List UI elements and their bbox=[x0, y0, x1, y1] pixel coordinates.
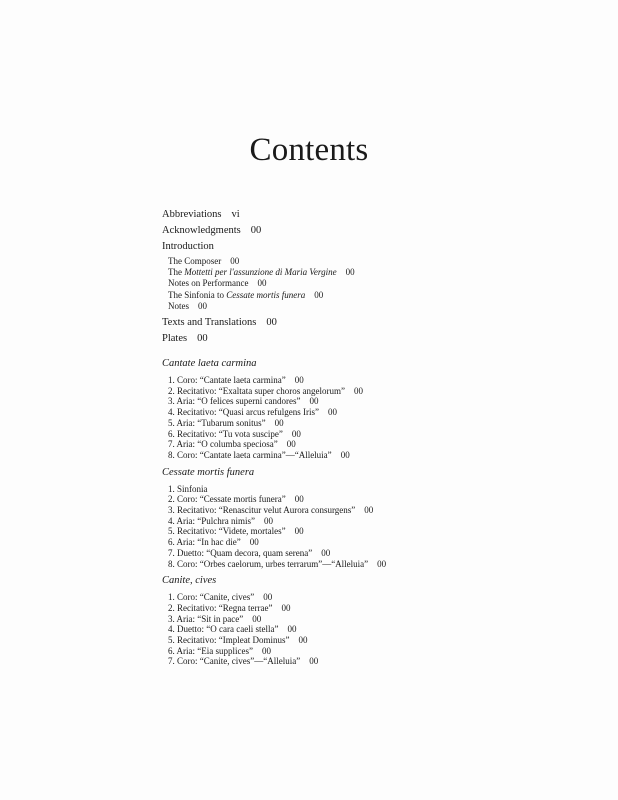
entry-page: 00 bbox=[230, 256, 240, 266]
entry-page: 00 bbox=[377, 558, 387, 569]
entry-label: 1. Sinfonia bbox=[168, 483, 208, 494]
entry-label-italic: Cessate mortis funera bbox=[226, 289, 306, 300]
toc-entry-acknowledgments bbox=[162, 223, 582, 239]
entry-page: 00 bbox=[294, 494, 304, 505]
entry-page: 00 bbox=[364, 505, 374, 516]
entry-page: 00 bbox=[263, 592, 273, 603]
toc-entry-introduction bbox=[162, 239, 582, 255]
entry-label: Acknowledgments bbox=[162, 225, 241, 236]
entry-page: 00 bbox=[294, 375, 304, 386]
entry-label: 3. Aria: “O felices superni candores” bbox=[168, 396, 301, 407]
entry-page: 00 bbox=[345, 267, 355, 278]
entry-page: 00 bbox=[281, 602, 291, 613]
list-item bbox=[162, 603, 582, 614]
section-item-list bbox=[162, 375, 582, 461]
entry-page: 00 bbox=[321, 547, 331, 558]
toc-entry-abbreviations bbox=[162, 207, 582, 223]
section-item-list bbox=[162, 484, 582, 570]
entry-page: 00 bbox=[291, 428, 301, 439]
section-title: Cantate laeta carmina bbox=[162, 358, 257, 370]
entry-label: The bbox=[168, 267, 185, 278]
toc-subentry bbox=[162, 301, 582, 312]
list-item bbox=[162, 484, 582, 495]
toc-entry-plates bbox=[162, 331, 582, 347]
toc-entry-texts-translations bbox=[162, 315, 582, 331]
entry-label: Texts and Translations bbox=[162, 317, 257, 329]
entry-label: 7. Aria: “O columba speciosa” bbox=[168, 439, 278, 450]
list-item bbox=[162, 418, 582, 429]
entry-label: 6. Aria: “In hac die” bbox=[168, 537, 241, 548]
entry-label: 4. Duetto: “O cara caeli stella” bbox=[168, 624, 279, 635]
list-item bbox=[162, 494, 582, 505]
entry-page: 00 bbox=[340, 449, 350, 460]
entry-label: 5. Recitativo: “Videte, mortales” bbox=[168, 526, 286, 537]
entry-label: 2. Recitativo: “Regna terrae” bbox=[168, 602, 273, 613]
entry-label: 2. Coro: “Cessate mortis funera” bbox=[168, 494, 286, 505]
entry-page: 00 bbox=[250, 225, 262, 236]
table-of-contents bbox=[162, 207, 582, 667]
sections bbox=[162, 356, 582, 667]
list-item bbox=[162, 516, 582, 527]
list-item bbox=[162, 439, 582, 450]
list-item bbox=[162, 537, 582, 548]
list-item bbox=[162, 635, 582, 646]
entry-page: 00 bbox=[298, 635, 308, 646]
toc-subentry bbox=[162, 278, 582, 289]
page-title: Contents bbox=[249, 132, 369, 168]
entry-label: Notes on Performance bbox=[168, 278, 249, 289]
entry-page: 00 bbox=[294, 526, 304, 537]
introduction-list bbox=[162, 256, 582, 312]
toc-subentry bbox=[162, 290, 582, 301]
entry-label: The Sinfonia to bbox=[168, 289, 227, 300]
list-item bbox=[162, 559, 582, 570]
list-item bbox=[162, 450, 582, 461]
entry-label: 6. Recitativo: “Tu vota suscipe” bbox=[168, 428, 283, 439]
list-item bbox=[162, 407, 582, 418]
entry-label: Introduction bbox=[162, 241, 214, 252]
list-item bbox=[162, 429, 582, 440]
entry-page: vi bbox=[231, 209, 240, 220]
list-item bbox=[162, 375, 582, 386]
entry-page: 00 bbox=[263, 515, 273, 526]
entry-label: 2. Recitativo: “Exaltata super choros angelorum” bbox=[168, 385, 345, 396]
toc-section bbox=[162, 465, 582, 570]
entry-label: 7. Coro: “Canite, cives”—“Alleluia” bbox=[168, 656, 301, 667]
toc-section bbox=[162, 356, 582, 461]
entry-label: 8. Coro: “Orbes caelorum, urbes terrarum”—“Alleluia” bbox=[168, 558, 369, 569]
list-item bbox=[162, 505, 582, 516]
entry-label: 3. Recitativo: “Renascitur velut Aurora consurgens” bbox=[168, 505, 356, 516]
entry-page: 00 bbox=[249, 537, 259, 548]
entry-page: 00 bbox=[287, 624, 297, 635]
section-title: Cessate mortis funera bbox=[162, 466, 255, 478]
entry-label: Abbreviations bbox=[162, 209, 222, 220]
entry-page: 00 bbox=[266, 317, 277, 329]
list-item bbox=[162, 396, 582, 407]
entry-label: 4. Aria: “Pulchra nimis” bbox=[168, 515, 255, 526]
entry-label: 4. Recitativo: “Quasi arcus refulgens Iris” bbox=[168, 407, 319, 418]
entry-label: Plates bbox=[162, 333, 188, 345]
entry-page: 00 bbox=[257, 278, 267, 289]
entry-label: 6. Aria: “Eia supplices” bbox=[168, 645, 253, 656]
list-item bbox=[162, 386, 582, 397]
entry-label: 7. Duetto: “Quam decora, quam serena” bbox=[168, 547, 313, 558]
entry-label: 1. Coro: “Cantate laeta carmina” bbox=[168, 375, 286, 386]
entry-page: 00 bbox=[353, 385, 363, 396]
entry-page: 00 bbox=[274, 417, 284, 428]
section-item-list bbox=[162, 592, 582, 667]
list-item bbox=[162, 526, 582, 537]
toc-subentry bbox=[162, 267, 582, 278]
entry-page: 00 bbox=[261, 645, 271, 656]
entry-label: Notes bbox=[168, 300, 189, 311]
entry-label-italic: Mottetti per l'assunzione di Maria Vergine bbox=[184, 267, 337, 278]
entry-page: 00 bbox=[314, 289, 324, 300]
list-item bbox=[162, 548, 582, 559]
entry-page: 00 bbox=[327, 407, 337, 418]
entry-page: 00 bbox=[252, 613, 262, 624]
front-matter bbox=[162, 207, 582, 255]
entry-label: 8. Coro: “Cantate laeta carmina”—“Alleluia” bbox=[168, 449, 332, 460]
entry-page: 00 bbox=[309, 656, 319, 667]
entry-page: 00 bbox=[198, 300, 207, 311]
list-item bbox=[162, 624, 582, 635]
toc-section bbox=[162, 573, 582, 667]
entry-page: 00 bbox=[309, 396, 319, 407]
list-item bbox=[162, 592, 582, 603]
entry-label: 5. Aria: “Tubarum sonitus” bbox=[168, 417, 266, 428]
entry-page: 00 bbox=[197, 333, 208, 345]
back-matter bbox=[162, 315, 582, 347]
section-title: Canite, cives bbox=[162, 575, 217, 587]
list-item bbox=[162, 614, 582, 625]
entry-page: 00 bbox=[286, 439, 296, 450]
toc-subentry bbox=[162, 256, 582, 267]
entry-label: 1. Coro: “Canite, cives” bbox=[168, 592, 255, 603]
list-item bbox=[162, 656, 582, 667]
entry-label: 3. Aria: “Sit in pace” bbox=[168, 613, 244, 624]
entry-label: The Composer bbox=[168, 256, 222, 266]
list-item bbox=[162, 646, 582, 657]
entry-label: 5. Recitativo: “Impleat Dominus” bbox=[168, 635, 290, 646]
